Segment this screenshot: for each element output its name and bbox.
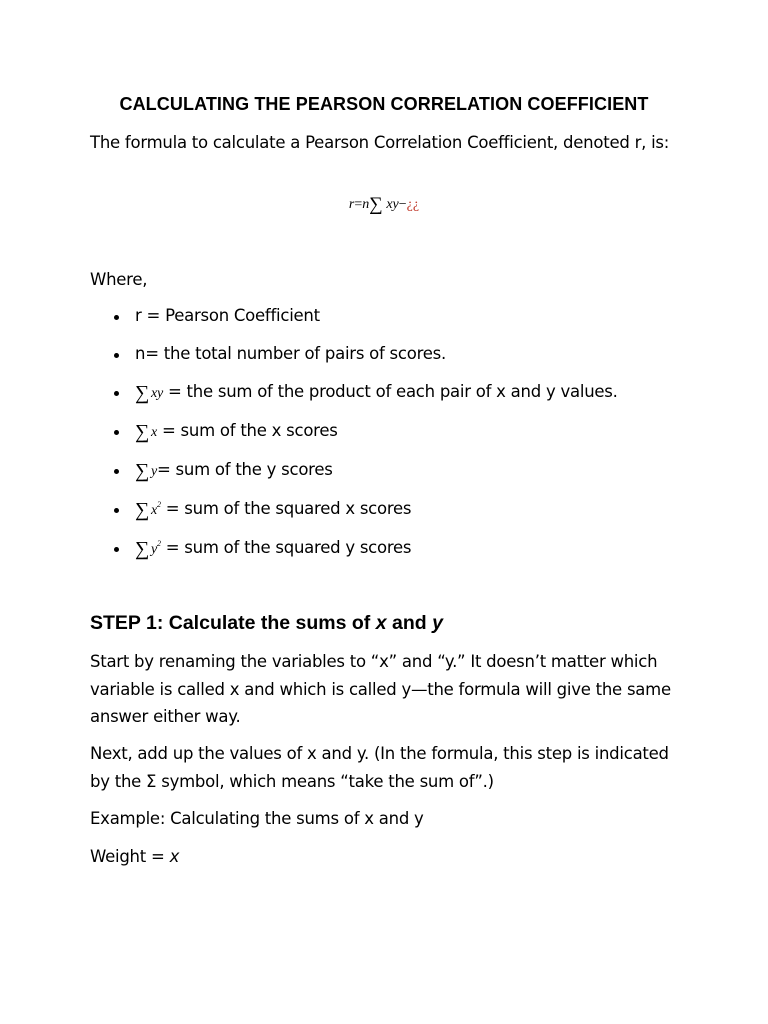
paragraph-example: Example: Calculating the sums of x and y <box>90 809 424 828</box>
bullet-dot <box>114 391 119 396</box>
step-1-heading: STEP 1: Calculate the sums of x and y <box>90 612 443 634</box>
weight-line: Weight = x <box>90 847 180 866</box>
list-item <box>0 460 700 488</box>
definition-text: = sum of the squared x scores <box>160 499 412 518</box>
list-item <box>0 538 700 566</box>
sigma-symbol: ∑ <box>135 382 150 404</box>
sum-y-symbol: ∑ y <box>135 460 157 482</box>
bullet-dot <box>114 315 119 320</box>
bullet-dot <box>114 469 119 474</box>
formula-broken-glyphs: ¿¿ <box>406 197 420 212</box>
list-item <box>0 421 700 449</box>
formula-minus: − <box>398 197 407 212</box>
sigma-symbol: ∑ <box>369 194 383 215</box>
sum-xy-symbol: ∑ xy <box>135 382 163 404</box>
bullet-dot <box>114 353 119 358</box>
sum-x-symbol: ∑ x <box>135 421 157 443</box>
paragraph-rename-variables: Start by renaming the variables to “x” and “y.” It doesn’t matter which variable is called x and which is called y—the formula will give the same answer either way. <box>90 652 671 726</box>
formula-n: n <box>362 197 370 212</box>
formula-equals: = <box>354 197 363 212</box>
sigma-symbol: ∑ <box>135 499 150 521</box>
list-item <box>0 344 700 372</box>
list-item <box>0 499 700 527</box>
sum-y-squared-symbol: ∑ $y^2$ <box>135 538 161 560</box>
sum-x-squared-symbol: ∑ $x^2$ <box>135 499 161 521</box>
list-item <box>0 306 700 334</box>
definition-text: = sum of the y scores <box>156 460 333 479</box>
where-label: Where, <box>90 270 148 289</box>
definition-text: r = Pearson Coefficient <box>135 306 320 325</box>
paragraph-add-values: Next, add up the values of x and y. (In the formula, this step is indicated by the Σ symbol, which means “take the sum of”.) <box>90 744 669 791</box>
definition-text: = the sum of the product of each pair of x and y values. <box>162 382 618 401</box>
formula-term: xy <box>386 197 399 212</box>
sigma-symbol: ∑ <box>135 538 150 560</box>
bullet-dot <box>114 430 119 435</box>
sigma-symbol: ∑ <box>135 460 150 482</box>
intro-paragraph: The formula to calculate a Pearson Correlation Coefficient, denoted r, is: <box>90 133 670 152</box>
sigma-symbol: ∑ <box>135 421 150 443</box>
definition-text: n= the total number of pairs of scores. <box>135 344 446 363</box>
document-title: CALCULATING THE PEARSON CORRELATION COEFFICIENT <box>119 94 649 114</box>
definition-text: = sum of the squared y scores <box>160 538 412 557</box>
list-item <box>0 382 700 410</box>
formula-lhs: r <box>348 197 355 212</box>
pearson-formula <box>0 194 768 216</box>
definition-text: = sum of the x scores <box>156 421 338 440</box>
bullet-dot <box>114 547 119 552</box>
bullet-dot <box>114 508 119 513</box>
